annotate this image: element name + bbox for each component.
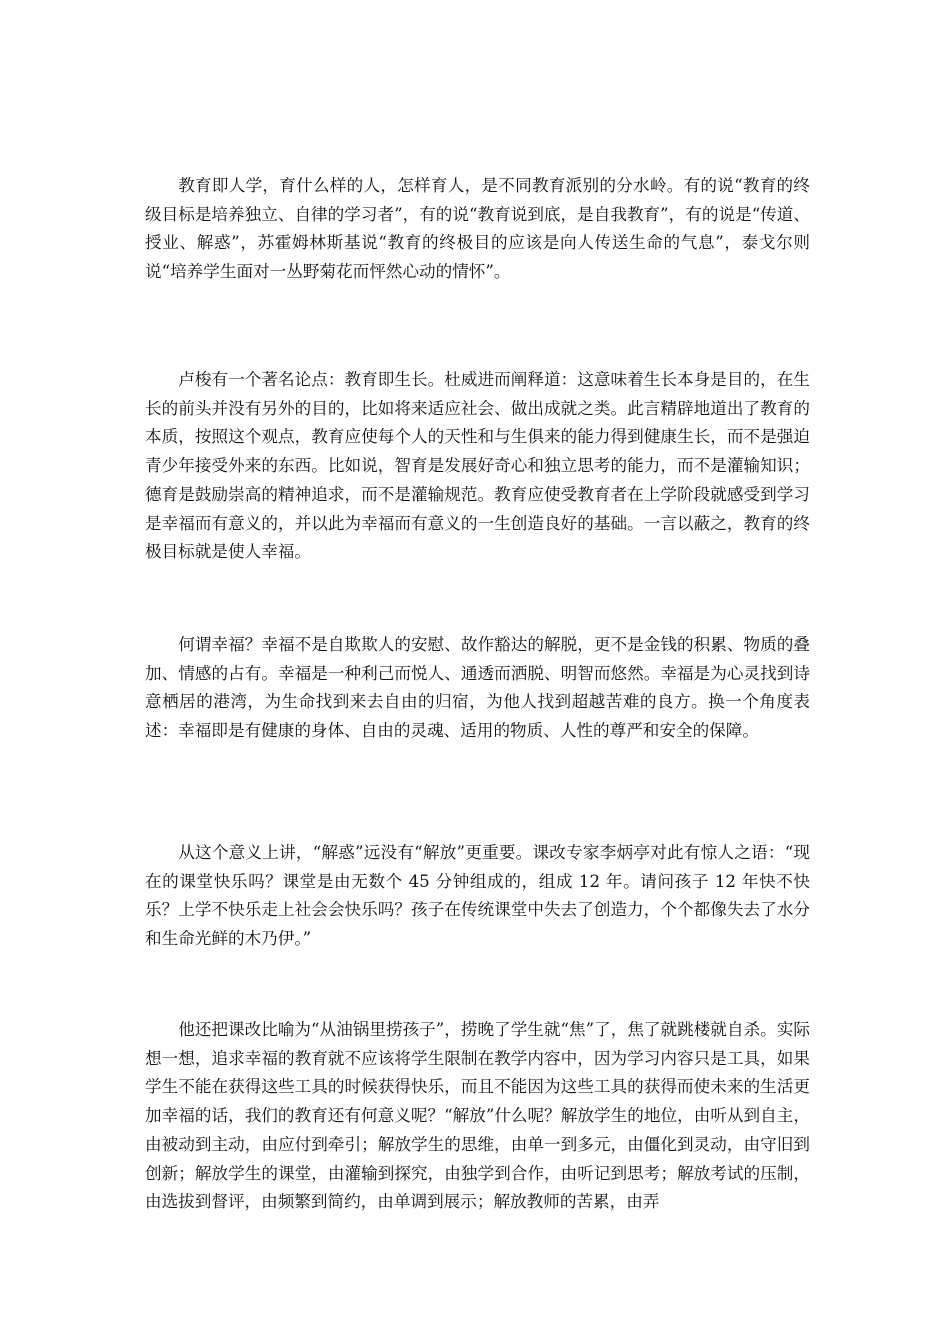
paragraph-curriculum-reform: 他还把课改比喻为“从油锅里捞孩子”，捞晚了学生就“焦”了，焦了就跳楼就自杀。实际想一想，追求幸福的教育就不应该将学生限制在教学内容中，因为学习内容只是工具，如果学生不能在获得这些工具的时候获得快乐，而且不能因为这些工具的获得而使未来的生活更加幸福的话，我们的教育还有何意义呢？“解放”什么呢？解放学生的地位，由听从到自主，由被动到主动，由应付到牵引；解放学生的思维，由单一到多元，由僵化到灵动，由守旧到创新；解放学生的课堂，由灌输到探究，由独学到合作，由听记到思考；解放考试的压制，由选拔到督评，由频繁到简约，由单调到展示；解放教师的苦累，由弄 [145,1020,810,1212]
paragraph-liberation-over-answers: 从这个意义上讲，“解惑”远没有“解放”更重要。课改专家李炳亭对此有惊人之语：“现在的课堂快乐吗？课堂是由无数个 45 分钟组成的，组成 12 年。请问孩子 12 年快不快乐？上学不快乐走上社会会快乐吗？孩子在传统课堂中失去了创造力，个个都像失去了水分和生命光鲜的木乃伊。” [145,843,810,949]
paragraph-what-is-happiness: 何谓幸福？幸福不是自欺欺人的安慰、故作豁达的解脱，更不是金钱的积累、物质的叠加、情感的占有。幸福是一种利己而悦人、通透而洒脱、明智而悠然。幸福是为心灵找到诗意栖居的港湾，为生命找到来去自由的归宿，为他人找到超越苦难的良方。换一个角度表述：幸福即是有健康的身体、自由的灵魂、适用的物质、人性的尊严和安全的保障。 [145,635,810,741]
paragraph-education-is-growth: 卢梭有一个著名论点：教育即生长。杜威进而阐释道：这意味着生长本身是目的，在生长的前头并没有另外的目的，比如将来适应社会、做出成就之类。此言精辟地道出了教育的本质，按照这个观点，教育应使每个人的天性和与生俱来的能力得到健康生长，而不是强迫青少年接受外来的东西。比如说，智育是发展好奇心和独立思考的能力，而不是灌输知识；德育是鼓励崇高的精神追求，而不是灌输规范。教育应使受教育者在上学阶段就感受到学习是幸福而有意义的，并以此为幸福而有意义的一生创造良好的基础。一言以蔽之，教育的终极目标就是使人幸福。 [145,370,810,562]
paragraph-education-goals: 教育即人学，育什么样的人，怎样育人，是不同教育派别的分水岭。有的说“教育的终级目标是培养独立、自律的学习者”，有的说“教育说到底，是自我教育”，有的说是“传道、授业、解惑”，苏霍姆林斯基说“教育的终极目的应该是向人传送生命的气息”，泰戈尔则说“培养学生面对一丛野菊花而怦然心动的情怀”。 [145,176,810,282]
